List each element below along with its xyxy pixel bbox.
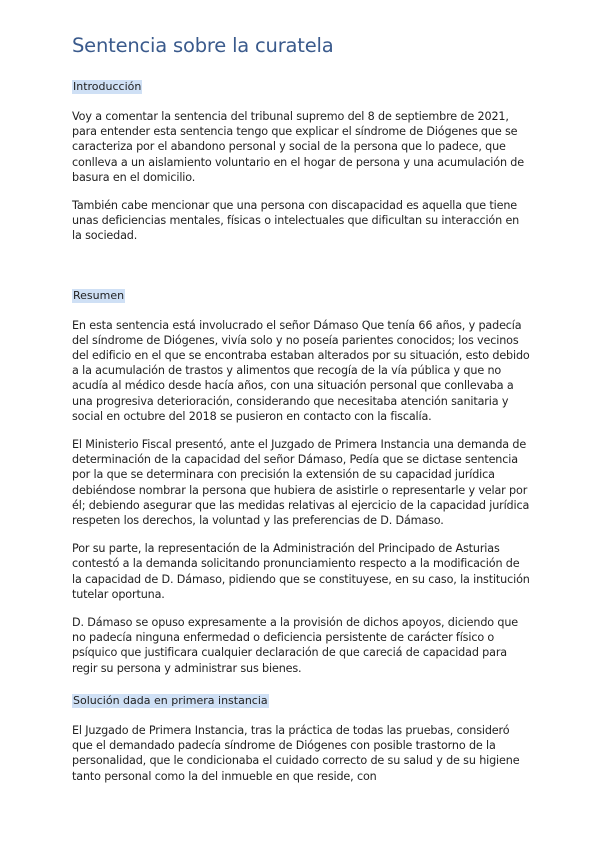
paragraph: En esta sentencia está involucrado el señor Dámaso Que tenía 66 años, y padecía del síndrome de Diógenes, vivía solo y no poseía parientes conocidos; los vecinos del edificio en el que se encontraba estaban alterados por su situación, esto debido a la acumulación de trastos y alimentos que recogía de la vía pública y que no acudía al médico desde hacía años, con una situación personal que conllevaba a una progresiva deterioración, considerando que necesitaba atención sanitaria y social en octubre del 2018 se pusieron en contacto con la fiscalía. [72, 318, 530, 423]
section-primera-instancia [72, 689, 530, 784]
paragraph: Voy a comentar la sentencia del tribunal supremo del 8 de septiembre de 2021, para entender esta sentencia tengo que explicar el síndrome de Diógenes que se caracteriza por el abandono personal y social de la persona que lo padece, que conlleva a un aislamiento voluntario en el hogar de persona y una acumulación de basura en el domicilio. [72, 110, 524, 184]
paragraph: El Juzgado de Primera Instancia, tras la práctica de todas las pruebas, consideró que el demandado padecía síndrome de Diógenes con posible trastorno de la personalidad, que le condicionaba el cuidado correcto de su salud y de su higiene tanto personal como la del inmueble en que reside, con [72, 723, 520, 783]
paragraph: D. Dámaso se opuso expresamente a la provisión de dichos apoyos, diciendo que no padecía ninguna enfermedad o deficiencia persistente de carácter físico o psíquico que justificara cualquier declaración de que careciá de capacidad para regir su persona y administrar sus bienes. [72, 616, 519, 675]
paragraph: Por su parte, la representación de la Administración del Principado de Asturias contestó a la demanda solicitando pronunciamiento respecto a la modificación de la capacidad de D. Dámaso, pidiendo que se constituyese, en su caso, la institución tutelar oportuna. [72, 542, 530, 601]
section-heading: Solución dada en primera instancia [73, 693, 268, 707]
section-heading: Introducción [73, 80, 142, 93]
section-introduccion [72, 75, 530, 244]
section-heading: Resumen [73, 288, 125, 302]
document-title: Sentencia sobre la curatela [72, 34, 334, 57]
paragraph: También cabe mencionar que una persona con discapacidad es aquella que tiene unas deficiencias mentales, físicas o intelectuales que dificultan su interacción en la sociedad. [72, 199, 520, 243]
paragraph: El Ministerio Fiscal presentó, ante el Juzgado de Primera Instancia una demanda de determinación de la capacidad del señor Dámaso, Pedía que se dictase sentencia por la que se determinara con precisión la extensión de su capacidad jurídica debiéndose nombrar la persona que hubiera de asistirle o representarle y velar por él; debiendo asegurar que las medidas relativas al ejercicio de la capacidad jurídica respeten los derechos, la voluntad y las preferencias de D. Dámaso. [72, 438, 530, 528]
section-resumen [72, 284, 530, 676]
